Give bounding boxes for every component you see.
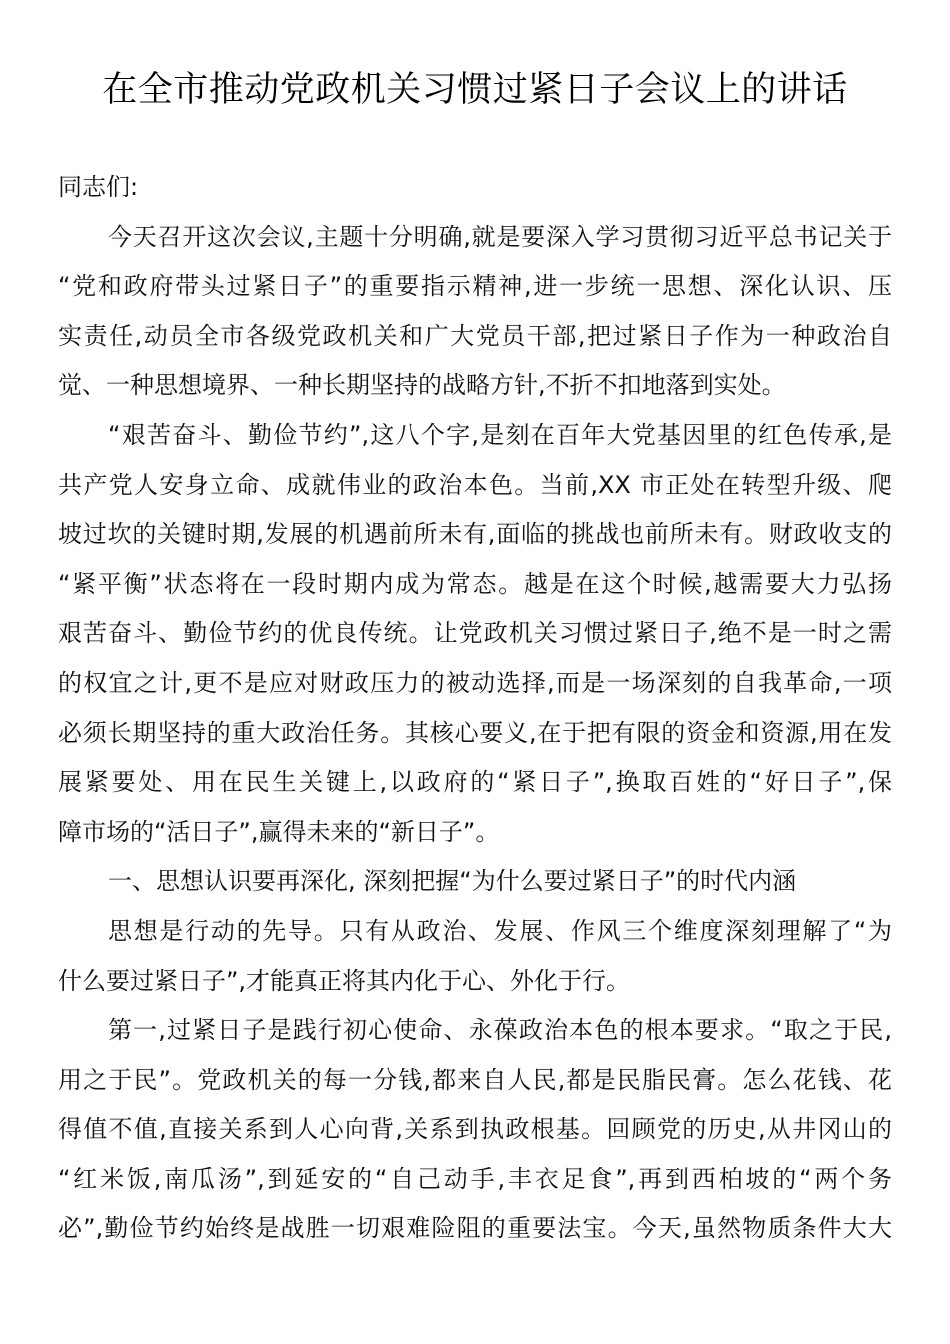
paragraph-thinking: [58, 907, 892, 1006]
paragraph-line: “艰苦奋斗、勤俭节约”,这八个字,是刻在百年大党基因里的红色传承,是: [108, 420, 892, 449]
paragraph-hardwork: [58, 411, 892, 857]
paragraph-line: 今天召开这次会议,主题十分明确,就是要深入学习贯彻习近平总书记关于: [108, 222, 892, 251]
paragraph-line: 什么要过紧日子”,才能真正将其内化于心、外化于行。: [58, 966, 631, 995]
paragraph-line: 必”,勤俭节约始终是战胜一切艰难险阻的重要法宝。今天,虽然物质条件大大: [58, 1214, 892, 1243]
paragraph-line: 的权宜之计,更不是应对财政压力的被动选择,而是一场深刻的自我革命,一项: [58, 668, 892, 697]
paragraph-line: 共产党人安身立命、成就伟业的政治本色。当前,XX 市正处在转型升级、爬: [58, 470, 892, 499]
paragraph-first-point: [58, 1006, 892, 1254]
section-heading: 一、思想认识要再深化, 深刻把握“为什么要过紧日子”的时代内涵: [108, 867, 797, 896]
paragraph-line: 展紧要处、用在民生关键上,以政府的“紧日子”,换取百姓的“好日子”,保: [58, 768, 892, 797]
paragraph-line: 障市场的“活日子”,赢得未来的“新日子”。: [58, 817, 500, 846]
paragraph-line: 得值不值,直接关系到人心向背,关系到执政根基。回顾党的历史,从井冈山的: [58, 1115, 892, 1144]
document-title: 在全市推动党政机关习惯过紧日子会议上的讲话: [102, 70, 848, 110]
paragraph-line: 实责任,动员全市各级党政机关和广大党员干部,把过紧日子作为一种政治自: [58, 321, 892, 350]
paragraph-intro: [58, 213, 892, 411]
paragraph-line: “党和政府带头过紧日子”的重要指示精神,进一步统一思想、深化认识、压: [58, 272, 892, 301]
paragraph-line: 第一,过紧日子是践行初心使命、永葆政治本色的根本要求。“取之于民,: [108, 1016, 892, 1045]
salutation: 同志们:: [58, 173, 139, 201]
paragraph-line: 坡过坎的关键时期,发展的机遇前所未有,面临的挑战也前所未有。财政收支的: [58, 520, 892, 549]
paragraph-line: 觉、一种思想境界、一种长期坚持的战略方针,不折不扣地落到实处。: [58, 371, 786, 400]
paragraph-line: 必须长期坚持的重大政治任务。其核心要义,在于把有限的资金和资源,用在发: [58, 718, 892, 747]
paragraph-line: 思想是行动的先导。只有从政治、发展、作风三个维度深刻理解了“为: [108, 916, 892, 945]
paragraph-line: “红米饭,南瓜汤”,到延安的“自己动手,丰衣足食”,再到西柏坡的“两个务: [58, 1164, 892, 1193]
document-body: [58, 163, 892, 1254]
paragraph-line: “紧平衡”状态将在一段时期内成为常态。越是在这个时候,越需要大力弘扬: [58, 569, 892, 598]
paragraph-line: 艰苦奋斗、勤俭节约的优良传统。让党政机关习惯过紧日子,绝不是一时之需: [58, 619, 892, 648]
paragraph-line: 用之于民”。党政机关的每一分钱,都来自人民,都是民脂民膏。怎么花钱、花: [58, 1065, 892, 1094]
